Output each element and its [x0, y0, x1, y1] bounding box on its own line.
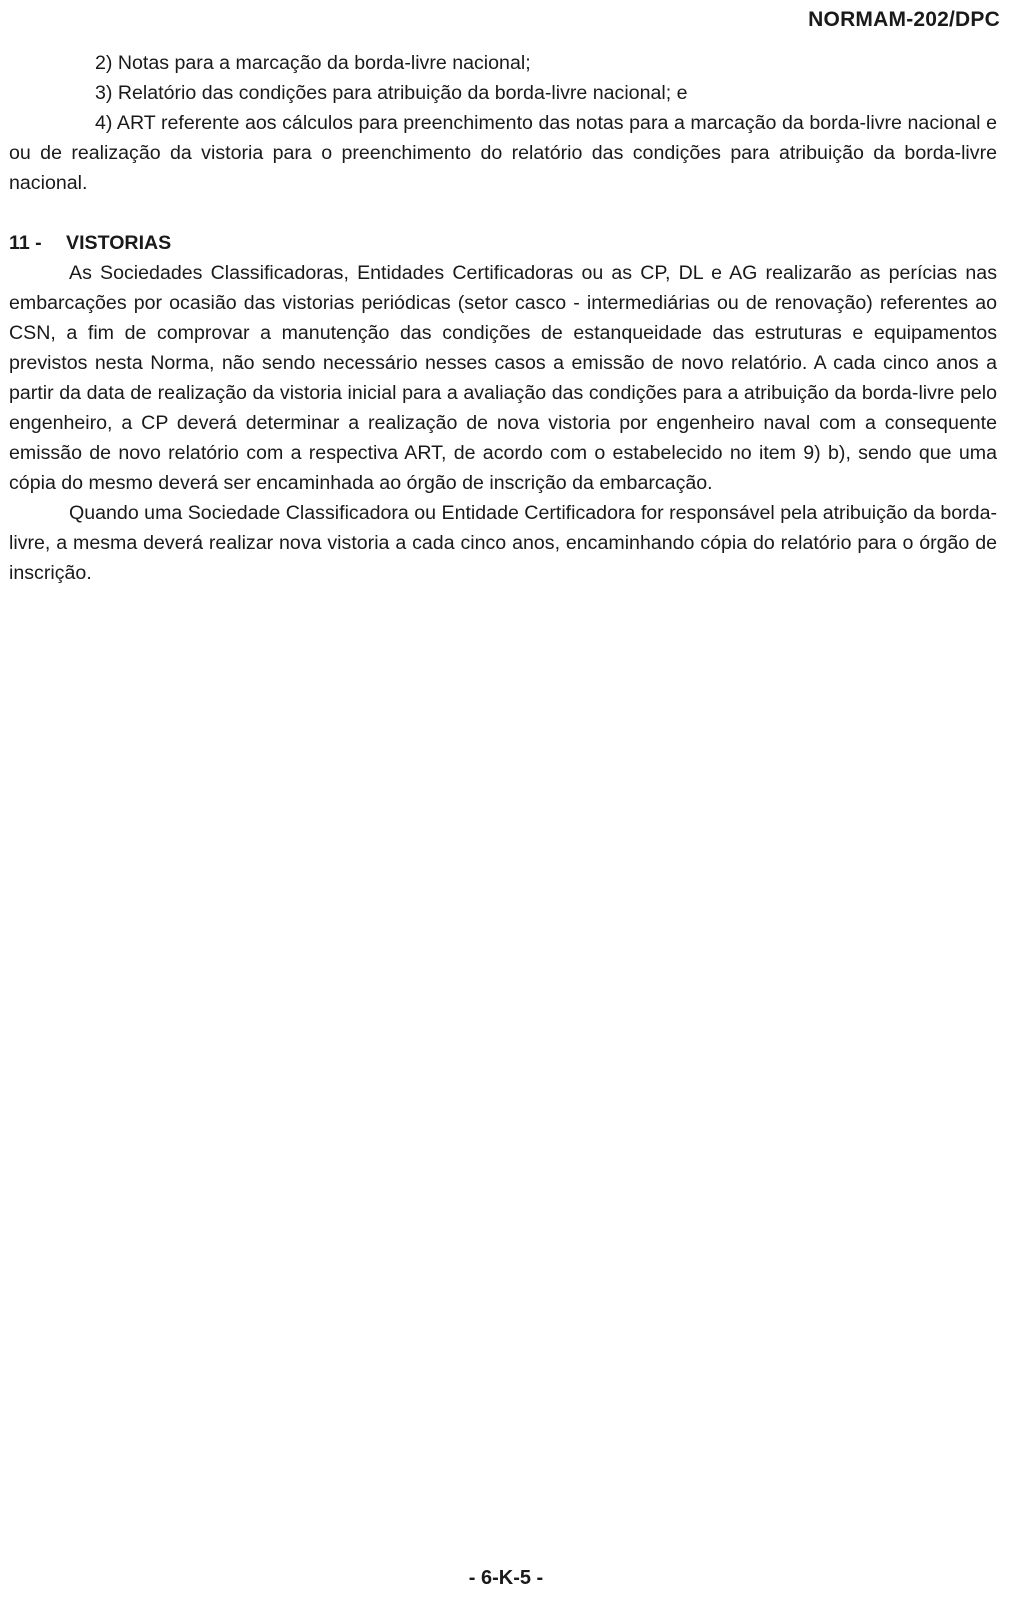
section-paragraph-1: As Sociedades Classificadoras, Entidades Certificadoras ou as CP, DL e AG realizarão as perícias nas embarcações por ocasião das vistorias periódicas (setor casco - intermediárias ou de renovação) referentes ao CSN, a fim de comprovar a manutenção das condições de estanqueidade das estruturas e equipamentos previstos nesta Norma, não sendo necessário nesses casos a emissão de novo relatório. A cada cinco anos a partir da data de realização da vistoria inicial para a avaliação das condições para a atribuição da borda-livre pelo engenheiro, a CP deverá determinar a realização de nova vistoria por engenheiro naval com a consequente emissão de novo relatório com a respectiva ART, de acordo com o estabelecido no item 9) b), sendo que uma cópia do mesmo deverá ser encaminhada ao órgão de inscrição da embarcação. — [9, 262, 997, 494]
list-item-3: 3) Relatório das condições para atribuição da borda-livre nacional; e — [95, 82, 688, 104]
section-title: VISTORIAS — [66, 232, 172, 254]
page-number: - 6-K-5 - — [468, 1567, 544, 1589]
section-paragraph-2: Quando uma Sociedade Classificadora ou Entidade Certificadora for responsável pela atribuição da borda-livre, a mesma deverá realizar nova vistoria a cada cinco anos, encaminhando cópia do relatório para o órgão de inscrição. — [9, 502, 997, 584]
spacer — [9, 198, 997, 228]
document-code-header: NORMAM-202/DPC — [808, 8, 1000, 31]
list-item-2: 2) Notas para a marcação da borda-livre nacional; — [95, 52, 531, 74]
section-heading — [9, 228, 997, 258]
section-number: 11 - — [9, 232, 42, 254]
document-body — [9, 48, 997, 588]
list-item-4: 4) ART referente aos cálculos para preenchimento das notas para a marcação da borda-livre nacional e ou de realização da vistoria para o preenchimento do relatório das condições para atribuição da borda-livre nacional. — [9, 112, 997, 194]
